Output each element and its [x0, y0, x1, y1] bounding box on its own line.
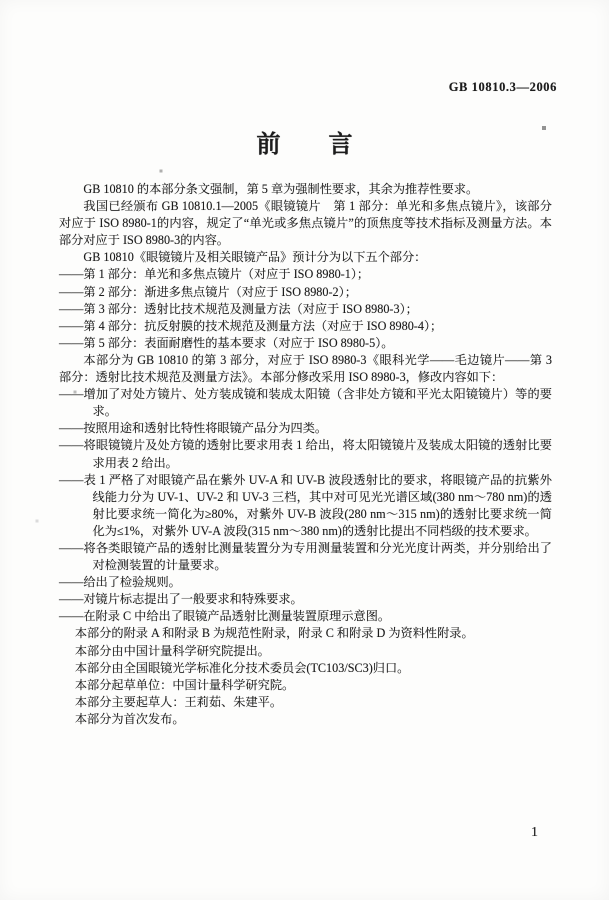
paragraph: ——第 2 部分：渐进多焦点镜片（对应于 ISO 8980-2）；	[59, 284, 357, 299]
paragraph: ——给出了检验规则。	[59, 575, 181, 590]
paragraph: 本部分的附录 A 和附录 B 为规范性附录，附录 C 和附录 D 为资料性附录。	[74, 626, 474, 641]
paragraph: ——第 5 部分：表面耐磨性的基本要求（对应于 ISO 8980-5）。	[59, 335, 394, 350]
paragraph: 本部分由中国计量科学研究院提出。	[74, 643, 270, 658]
paragraph: ——增加了对处方镜片、处方装成镜和装成太阳镜（含非处方镜和平光太阳镜镜片）等的要求。	[59, 387, 552, 419]
paragraph: ——在附录 C 中给出了眼镜产品透射比测量装置原理示意图。	[59, 609, 391, 624]
paragraph: ——对镜片标志提出了一般要求和特殊要求。	[59, 592, 303, 607]
foreword-body	[59, 181, 552, 728]
paragraph: ——第 3 部分：透射比技术规范及测量方法（对应于 ISO 8980-3）；	[59, 301, 418, 316]
paragraph: 我国已经颁布 GB 10810.1—2005《眼镜镜片 第 1 部分：单光和多焦点镜片》，该部分对应于 ISO 8980-1的内容，规定了“单光或多焦点镜片”的顶焦度等技术指标及测量方法。本部分对应于 ISO 8980-3的内容。	[59, 199, 552, 248]
page-number: 1	[531, 825, 539, 840]
paragraph: GB 10810 的本部分条文强制，第 5 章为强制性要求，其余为推荐性要求。	[83, 182, 479, 196]
paragraph: ——将眼镜镜片及处方镜的透射比要求用表 1 给出，将太阳镜镜片及装成太阳镜的透射比要求用表 2 给出。	[59, 438, 552, 470]
paragraph: 本部分由全国眼镜光学标准化分技术委员会(TC103/SC3)归口。	[74, 660, 410, 675]
paragraph: 本部分为首次发布。	[74, 711, 185, 726]
paragraph: ——按照用途和透射比特性将眼镜产品分为四类。	[59, 421, 328, 436]
paragraph: 本部分主要起草人：王莉茹、朱建平。	[74, 694, 283, 709]
paragraph: ——表 1 严格了对眼镜产品在紫外 UV-A 和 UV-B 波段透射比的要求，将眼镜产品的抗紫外线能力分为 UV-1、UV-2 和 UV-3 三档，其中对可见光光谱区域(380 nm～780 nm)的透射比要求统一简化为≥80%，对紫外 UV-B 波段(280 nm～315 nm)的透射比要求统一简化为≤1%，对紫外 UV-A 波段(315 nm～380 nm)的透射比提出不同档级的技术要求。	[59, 472, 552, 538]
standard-number: GB 10810.3—2006	[448, 80, 557, 94]
paragraph: ——第 1 部分：单光和多焦点镜片（对应于 ISO 8980-1）；	[59, 267, 370, 282]
paragraph: 本部分起草单位：中国计量科学研究院。	[74, 677, 295, 692]
paragraph: ——将各类眼镜产品的透射比测量装置分为专用测量装置和分光光度计两类，并分别给出了对检测装置的计量要求。	[59, 540, 552, 573]
page-title: 前 言	[256, 132, 353, 158]
scan-noise-speckles	[0, 0, 2, 2]
paragraph: ——第 4 部分：抗反射膜的技术规范及测量方法（对应于 ISO 8980-4）；	[59, 318, 443, 333]
paragraph: 本部分为 GB 10810 的第 3 部分，对应于 ISO 8980-3《眼科光学——毛边镜片——第 3 部分：透射比技术规范及测量方法》。本部分修改采用 ISO 8980-3，修改内容如下：	[59, 352, 552, 385]
paragraph: GB 10810《眼镜镜片及相关眼镜产品》预计分为以下五个部分：	[83, 250, 427, 265]
